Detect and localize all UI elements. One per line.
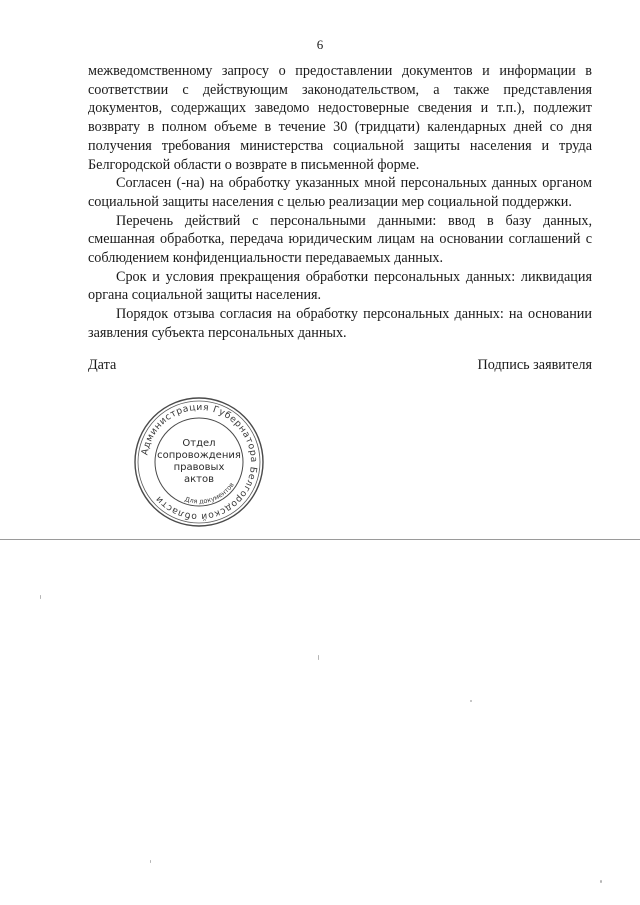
stamp-center-text [132, 395, 266, 529]
scan-speck [150, 860, 151, 863]
scan-fold-line [0, 539, 640, 540]
document-body [88, 62, 592, 343]
scan-speck [40, 595, 41, 599]
applicant-signature-label: Подпись заявителя [477, 357, 592, 373]
scan-speck [600, 880, 602, 883]
stamp-line-2: сопровождения [157, 450, 241, 461]
stamp-inner-arc-text: Для документов [183, 480, 236, 506]
paragraph-refund-terms: межведомственному запросу о предоставлении документов и информации в соответствии с действующим законодательством, а также представления документов, содержащих заведомо недостоверные сведения и т.п.), подлежит возврату в полном объеме в течение 30 (тридцати) календарных дней со дня получения требования министерства социальной защиты населения и труда Белгородской области о возврате в письменной форме. [88, 63, 592, 173]
paragraph-actions-list: Перечень действий с персональными данными: ввод в базу данных, смешанная обработка, передача юридическим лицам на основании соглашений с соблюдением конфиденциальности передаваемых данных. [88, 212, 592, 267]
stamp-ring-text: Администрация Губернатора Белгородской области [139, 401, 260, 523]
paragraph-termination-terms: Срок и условия прекращения обработки персональных данных: ликвидация органа социальной защиты населения. [88, 268, 592, 304]
scan-speck [318, 655, 319, 660]
page-number: 6 [316, 37, 324, 52]
scan-speck [470, 700, 472, 702]
date-label: Дата [88, 357, 117, 373]
paragraph-withdrawal-procedure: Порядок отзыва согласия на обработку персональных данных: на основании заявления субъекта персональных данных. [88, 306, 592, 341]
official-stamp [132, 395, 266, 529]
stamp-line-4: актов [183, 474, 214, 485]
paragraph-consent: Согласен (-на) на обработку указанных мной персональных данных органом социальной защиты населения с целью реализации мер социальной поддержки. [88, 175, 592, 210]
stamp-line-1: Отдел [182, 438, 216, 449]
stamp-line-3: правовых [173, 462, 225, 473]
